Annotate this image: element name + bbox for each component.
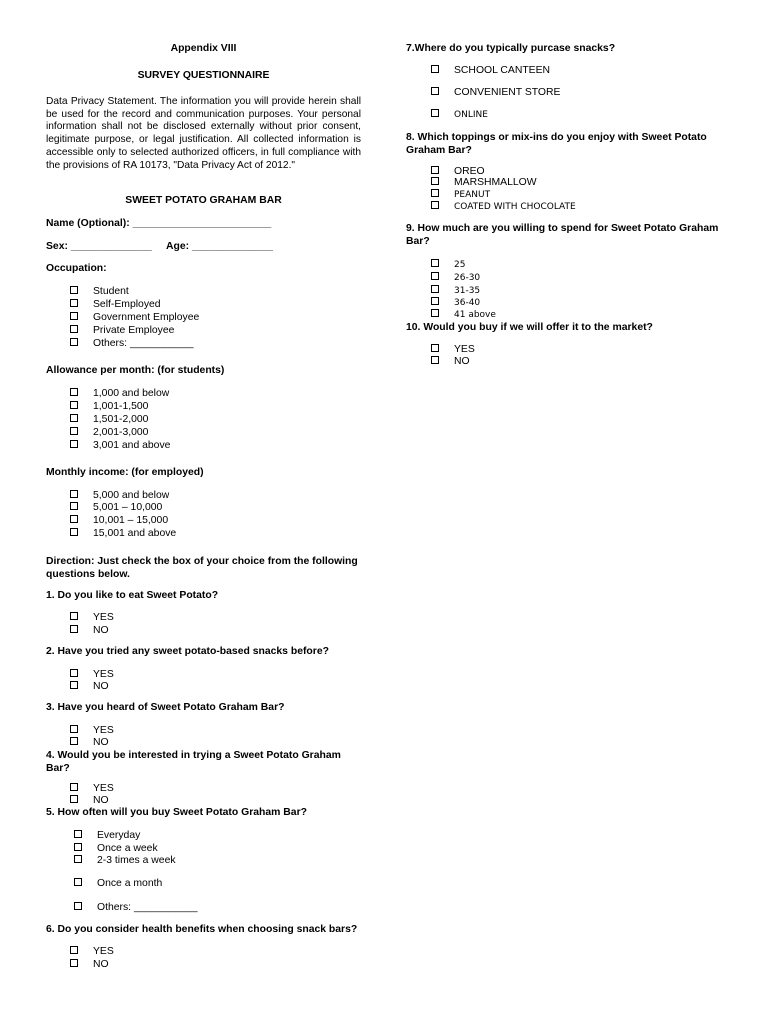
age-field[interactable]: Age: ______________: [166, 241, 273, 252]
checkbox-option[interactable]: YES: [70, 612, 114, 624]
checkbox-option[interactable]: YES: [70, 669, 114, 681]
checkbox-option[interactable]: 15,001 and above: [70, 528, 176, 540]
checkbox-icon[interactable]: [431, 109, 439, 117]
checkbox-option[interactable]: 5,001 – 10,000: [70, 502, 162, 514]
checkbox-icon[interactable]: [70, 946, 78, 954]
question-3: 3. Have you heard of Sweet Potato Graham Bar?: [46, 702, 285, 713]
checkbox-icon[interactable]: [431, 87, 439, 95]
checkbox-option[interactable]: CONVENIENT STORE: [431, 87, 560, 99]
checkbox-icon[interactable]: [431, 65, 439, 73]
checkbox-option[interactable]: 10,001 – 15,000: [70, 515, 168, 527]
checkbox-option[interactable]: NO: [70, 625, 109, 637]
checkbox-icon[interactable]: [74, 878, 82, 886]
direction-text: Direction: Just check the box of your choice from the following questions below.: [46, 556, 358, 580]
allowance-label: Allowance per month: (for students): [46, 365, 225, 376]
checkbox-icon[interactable]: [70, 325, 78, 333]
question-4: 4. Would you be interested in trying a Sweet Potato Graham Bar?: [46, 750, 341, 774]
checkbox-icon[interactable]: [431, 259, 439, 267]
checkbox-option[interactable]: 3,001 and above: [70, 440, 170, 452]
question-8: 8. Which toppings or mix-ins do you enjoy with Sweet Potato Graham Bar?: [406, 132, 707, 156]
name-field[interactable]: Name (Optional): ________________________: [46, 218, 272, 229]
checkbox-icon[interactable]: [70, 427, 78, 435]
checkbox-option[interactable]: 41 above: [431, 309, 496, 321]
checkbox-icon[interactable]: [70, 414, 78, 422]
checkbox-icon[interactable]: [70, 286, 78, 294]
occupation-label: Occupation:: [46, 263, 107, 274]
checkbox-option[interactable]: Self-Employed: [70, 299, 161, 311]
checkbox-option[interactable]: 36-40: [431, 297, 480, 309]
checkbox-option[interactable]: NO: [70, 681, 109, 693]
checkbox-option[interactable]: Once a month: [74, 878, 162, 890]
question-2: 2. Have you tried any sweet potato-based snacks before?: [46, 646, 329, 657]
checkbox-icon[interactable]: [431, 344, 439, 352]
checkbox-icon[interactable]: [70, 737, 78, 745]
checkbox-icon[interactable]: [74, 855, 82, 863]
checkbox-icon[interactable]: [70, 338, 78, 346]
checkbox-icon[interactable]: [74, 902, 82, 910]
privacy-statement: Data Privacy Statement. The information you will provide herein shall be used for the record and communication purposes. Your personal information shall not be disclosed externally without prior consent, legitimate purpose, or legal justification. All collected information is accessible only to selected authorized officers, in full compliance with the provisions of RA 10173, "Data Privacy Act of 2012.": [46, 96, 361, 171]
checkbox-icon[interactable]: [431, 177, 439, 185]
checkbox-option[interactable]: NO: [70, 737, 109, 749]
checkbox-icon[interactable]: [70, 625, 78, 633]
checkbox-icon[interactable]: [431, 272, 439, 280]
checkbox-option[interactable]: YES: [431, 344, 475, 356]
checkbox-icon[interactable]: [70, 515, 78, 523]
question-10: 10. Would you buy if we will offer it to the market?: [406, 322, 653, 333]
checkbox-option[interactable]: Once a week: [74, 843, 158, 855]
checkbox-option[interactable]: 1,000 and below: [70, 388, 169, 400]
checkbox-option[interactable]: Private Employee: [70, 325, 174, 337]
checkbox-icon[interactable]: [431, 297, 439, 305]
checkbox-option[interactable]: YES: [70, 725, 114, 737]
checkbox-icon[interactable]: [431, 285, 439, 293]
checkbox-option[interactable]: 5,000 and below: [70, 490, 169, 502]
checkbox-icon[interactable]: [70, 612, 78, 620]
checkbox-option[interactable]: 26-30: [431, 272, 480, 284]
checkbox-icon[interactable]: [431, 189, 439, 197]
checkbox-option[interactable]: ONLINE: [431, 109, 488, 121]
income-label: Monthly income: (for employed): [46, 467, 204, 478]
checkbox-icon[interactable]: [70, 725, 78, 733]
checkbox-icon[interactable]: [70, 388, 78, 396]
question-1: 1. Do you like to eat Sweet Potato?: [46, 590, 219, 601]
question-9: 9. How much are you willing to spend for Sweet Potato Graham Bar?: [406, 223, 719, 247]
sex-field[interactable]: Sex: ______________: [46, 241, 152, 252]
checkbox-option[interactable]: 31-35: [431, 285, 480, 297]
question-5: 5. How often will you buy Sweet Potato Graham Bar?: [46, 807, 307, 818]
checkbox-option[interactable]: YES: [70, 946, 114, 958]
checkbox-icon[interactable]: [74, 843, 82, 851]
checkbox-icon[interactable]: [70, 401, 78, 409]
survey-title: SURVEY QUESTIONNAIRE: [137, 70, 270, 81]
checkbox-icon[interactable]: [431, 166, 439, 174]
checkbox-option[interactable]: 2,001-3,000: [70, 427, 148, 439]
checkbox-icon[interactable]: [70, 440, 78, 448]
checkbox-icon[interactable]: [70, 299, 78, 307]
checkbox-option[interactable]: Government Employee: [70, 312, 199, 324]
checkbox-icon[interactable]: [74, 830, 82, 838]
checkbox-icon[interactable]: [70, 312, 78, 320]
checkbox-option[interactable]: 1,001-1,500: [70, 401, 148, 413]
checkbox-icon[interactable]: [70, 490, 78, 498]
checkbox-option[interactable]: 1,501-2,000: [70, 414, 148, 426]
question-6: 6. Do you consider health benefits when choosing snack bars?: [46, 924, 358, 935]
checkbox-option[interactable]: NO: [431, 356, 470, 368]
product-title: SWEET POTATO GRAHAM BAR: [125, 195, 282, 206]
checkbox-option[interactable]: COATED WITH CHOCOLATE: [431, 201, 576, 213]
checkbox-option[interactable]: NO: [70, 795, 109, 807]
checkbox-option[interactable]: Others: ___________: [74, 902, 198, 914]
checkbox-option[interactable]: Student: [70, 286, 129, 298]
checkbox-icon[interactable]: [70, 959, 78, 967]
appendix-label: Appendix VIII: [170, 43, 237, 54]
checkbox-option[interactable]: MARSHMALLOW: [431, 177, 537, 189]
checkbox-icon[interactable]: [70, 681, 78, 689]
checkbox-option[interactable]: NO: [70, 959, 109, 971]
question-7: 7.Where do you typically purcase snacks?: [406, 43, 616, 54]
checkbox-option[interactable]: OREO: [431, 166, 485, 178]
checkbox-icon[interactable]: [70, 795, 78, 803]
checkbox-icon[interactable]: [70, 669, 78, 677]
checkbox-option[interactable]: PEANUT: [431, 189, 490, 201]
checkbox-option[interactable]: 2-3 times a week: [74, 855, 176, 867]
checkbox-option[interactable]: Others: ___________: [70, 338, 194, 350]
checkbox-icon[interactable]: [70, 528, 78, 536]
checkbox-icon[interactable]: [70, 502, 78, 510]
checkbox-icon[interactable]: [70, 783, 78, 791]
checkbox-option[interactable]: SCHOOL CANTEEN: [431, 65, 550, 77]
checkbox-icon[interactable]: [431, 201, 439, 209]
checkbox-option[interactable]: Everyday: [74, 830, 140, 842]
checkbox-icon[interactable]: [431, 309, 439, 317]
checkbox-icon[interactable]: [431, 356, 439, 364]
checkbox-option[interactable]: 25: [431, 259, 465, 271]
checkbox-option[interactable]: YES: [70, 783, 114, 795]
